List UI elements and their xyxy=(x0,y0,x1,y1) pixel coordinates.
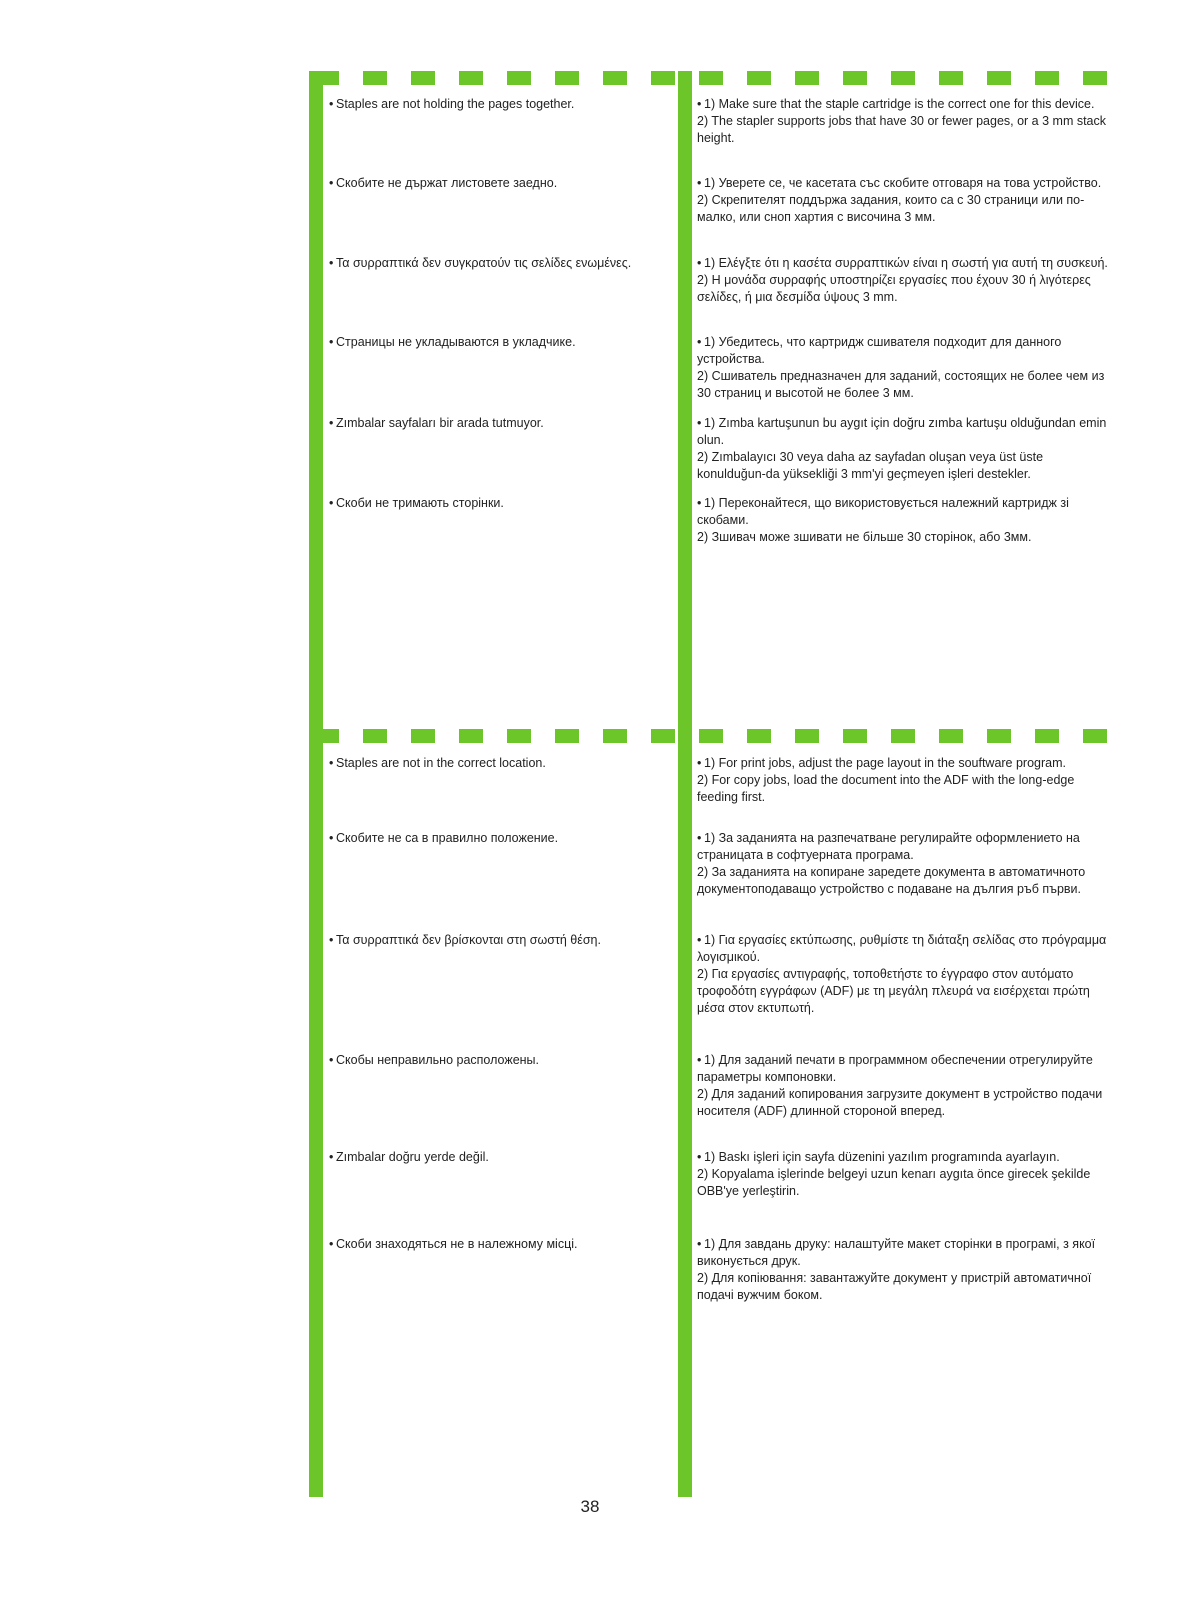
problem-cell xyxy=(329,1236,669,1253)
solution-cell xyxy=(697,1236,1115,1304)
bullet: • xyxy=(697,416,702,430)
problem-text: Τα συρραπτικά δεν βρίσκονται στη σωστή θέση. xyxy=(336,933,601,947)
problem-cell xyxy=(329,755,669,772)
problem-cell xyxy=(329,1052,669,1069)
problem-cell xyxy=(329,175,669,192)
bullet: • xyxy=(697,256,702,270)
bullet: • xyxy=(697,1237,702,1251)
bullet: • xyxy=(329,831,334,845)
problem-cell xyxy=(329,932,669,949)
solution-text: 1) Για εργασίες εκτύπωσης, ρυθμίστε τη διάταξη σελίδας στο πρόγραμμα λογισμικού. 2) Για εργασίες αντιγραφής, τοποθετήστε το έγγραφο στον αυτόματο τροφοδότη εγγράφων (ADF) με τη μεγάλη πλευρά να εισέρχεται πρώτη μέσα στον εκτυπωτή. xyxy=(697,933,1107,1015)
solution-text: 1) Для заданий печати в программном обеспечении отрегулируйте параметры компоновки. 2) Для заданий копирования загрузите документ в устройство подачи носителя (ADF) длинной стороной вперед. xyxy=(697,1053,1103,1118)
problem-cell xyxy=(329,830,669,847)
bullet: • xyxy=(697,335,702,349)
bullet: • xyxy=(329,335,334,349)
bullet: • xyxy=(697,1150,702,1164)
solution-cell xyxy=(697,495,1115,546)
bullet: • xyxy=(697,176,702,190)
problem-cell xyxy=(329,495,669,512)
problem-text: Скобите не са в правилно положение. xyxy=(336,831,559,845)
problem-text: Zımbalar doğru yerde değil. xyxy=(336,1150,489,1164)
bullet: • xyxy=(329,416,334,430)
solution-text: 1) Переконайтеся, що використовується належний картридж зі скобами. 2) Зшивач може зшивати не більше 30 сторінок, або 3мм. xyxy=(697,496,1069,544)
solution-cell xyxy=(697,755,1115,806)
solution-cell xyxy=(697,96,1115,147)
bullet: • xyxy=(697,756,702,770)
bullet: • xyxy=(329,97,334,111)
problem-text: Скобы неправильно расположены. xyxy=(336,1053,540,1067)
solution-text: 1) Zımba kartuşunun bu aygıt için doğru zımba kartuşu olduğundan emin olun. 2) Zımbalayıcı 30 veya daha az sayfadan oluşan veya üst üste konulduğun-da yüksekliği 3 mm'yi geçmeyen işleri destekler. xyxy=(697,416,1107,481)
problem-text: Τα συρραπτικά δεν συγκρατούν τις σελίδες ενωμένες. xyxy=(336,256,632,270)
solution-cell xyxy=(697,1052,1115,1120)
problem-text: Staples are not holding the pages together. xyxy=(336,97,575,111)
bullet: • xyxy=(329,256,334,270)
solution-text: 1) Убедитесь, что картридж сшивателя подходит для данного устройства. 2) Сшиватель предназначен для заданий, состоящих не более чем из 30 страниц и высотой не более 3 мм. xyxy=(697,335,1105,400)
problem-cell xyxy=(329,334,669,351)
problem-text: Staples are not in the correct location. xyxy=(336,756,546,770)
page-number: 38 xyxy=(580,1497,600,1516)
solution-text: 1) За заданията на разпечатване регулирайте оформлението на страницата в софтуерната програма. 2) За заданията на копиране заредете документа в автоматичното документоподаващо устройство с подаване на дългия ръб първи. xyxy=(697,831,1086,896)
solution-cell xyxy=(697,932,1115,1017)
bullet: • xyxy=(329,1053,334,1067)
problem-cell xyxy=(329,1149,669,1166)
bullet: • xyxy=(697,97,702,111)
solution-cell xyxy=(697,334,1115,402)
problem-text: Страницы не укладываются в укладчике. xyxy=(336,335,576,349)
problem-text: Zımbalar sayfaları bir arada tutmuyor. xyxy=(336,416,544,430)
left-green-bar xyxy=(309,71,323,1497)
problem-text: Скобите не държат листовете заедно. xyxy=(336,176,558,190)
problem-cell xyxy=(329,96,669,113)
bullet: • xyxy=(697,933,702,947)
bullet: • xyxy=(329,933,334,947)
bullet: • xyxy=(697,496,702,510)
bullet: • xyxy=(697,831,702,845)
bullet: • xyxy=(329,496,334,510)
problem-text: Скоби знаходяться не в належному місці. xyxy=(336,1237,578,1251)
solution-text: 1) Ελέγξτε ότι η κασέτα συρραπτικών είναι η σωστή για αυτή τη συσκευή. 2) Η μονάδα συρραφής υποστηρίζει εργασίες που έχουν 30 ή λιγότερες σελίδες, ή μια δεσμίδα ύψους 3 mm. xyxy=(697,256,1108,304)
solution-cell xyxy=(697,175,1115,226)
solution-text: 1) For print jobs, adjust the page layout in the souftware program. 2) For copy jobs, load the document into the ADF with the long-edge feeding first. xyxy=(697,756,1075,804)
solution-text: 1) Make sure that the staple cartridge is the correct one for this device. 2) The stapler supports jobs that have 30 or fewer pages, or a 3 mm stack height. xyxy=(697,97,1107,145)
solution-text: 1) Уверете се, че касетата със скобите отговаря на това устройство. 2) Скрепителят поддържа задания, които са с 30 страници или по-малко, или сноп хартия с височина 3 мм. xyxy=(697,176,1102,224)
top-dashed-divider xyxy=(315,71,1108,85)
solution-cell xyxy=(697,1149,1115,1200)
bullet: • xyxy=(329,756,334,770)
problem-cell xyxy=(329,415,669,432)
problem-text: Скоби не тримають сторінки. xyxy=(336,496,504,510)
bullet: • xyxy=(329,1150,334,1164)
solution-cell xyxy=(697,415,1115,483)
solution-cell xyxy=(697,830,1115,898)
bullet: • xyxy=(329,1237,334,1251)
bullet: • xyxy=(329,176,334,190)
solution-text: 1) Для завдань друку: налаштуйте макет сторінки в програмі, з якої виконується друк. 2) Для копіювання: завантажуйте документ у пристрій автоматичної подачі вужчим боком. xyxy=(697,1237,1096,1302)
center-green-bar xyxy=(678,71,692,1497)
bullet: • xyxy=(697,1053,702,1067)
solution-cell xyxy=(697,255,1115,306)
middle-dashed-divider xyxy=(315,729,1108,743)
solution-text: 1) Baskı işleri için sayfa düzenini yazılım programında ayarlayın. 2) Kopyalama işlerinde belgeyi uzun kenarı aygıta önce girecek şekilde OBB'ye yerleştirin. xyxy=(697,1150,1091,1198)
problem-cell xyxy=(329,255,669,272)
